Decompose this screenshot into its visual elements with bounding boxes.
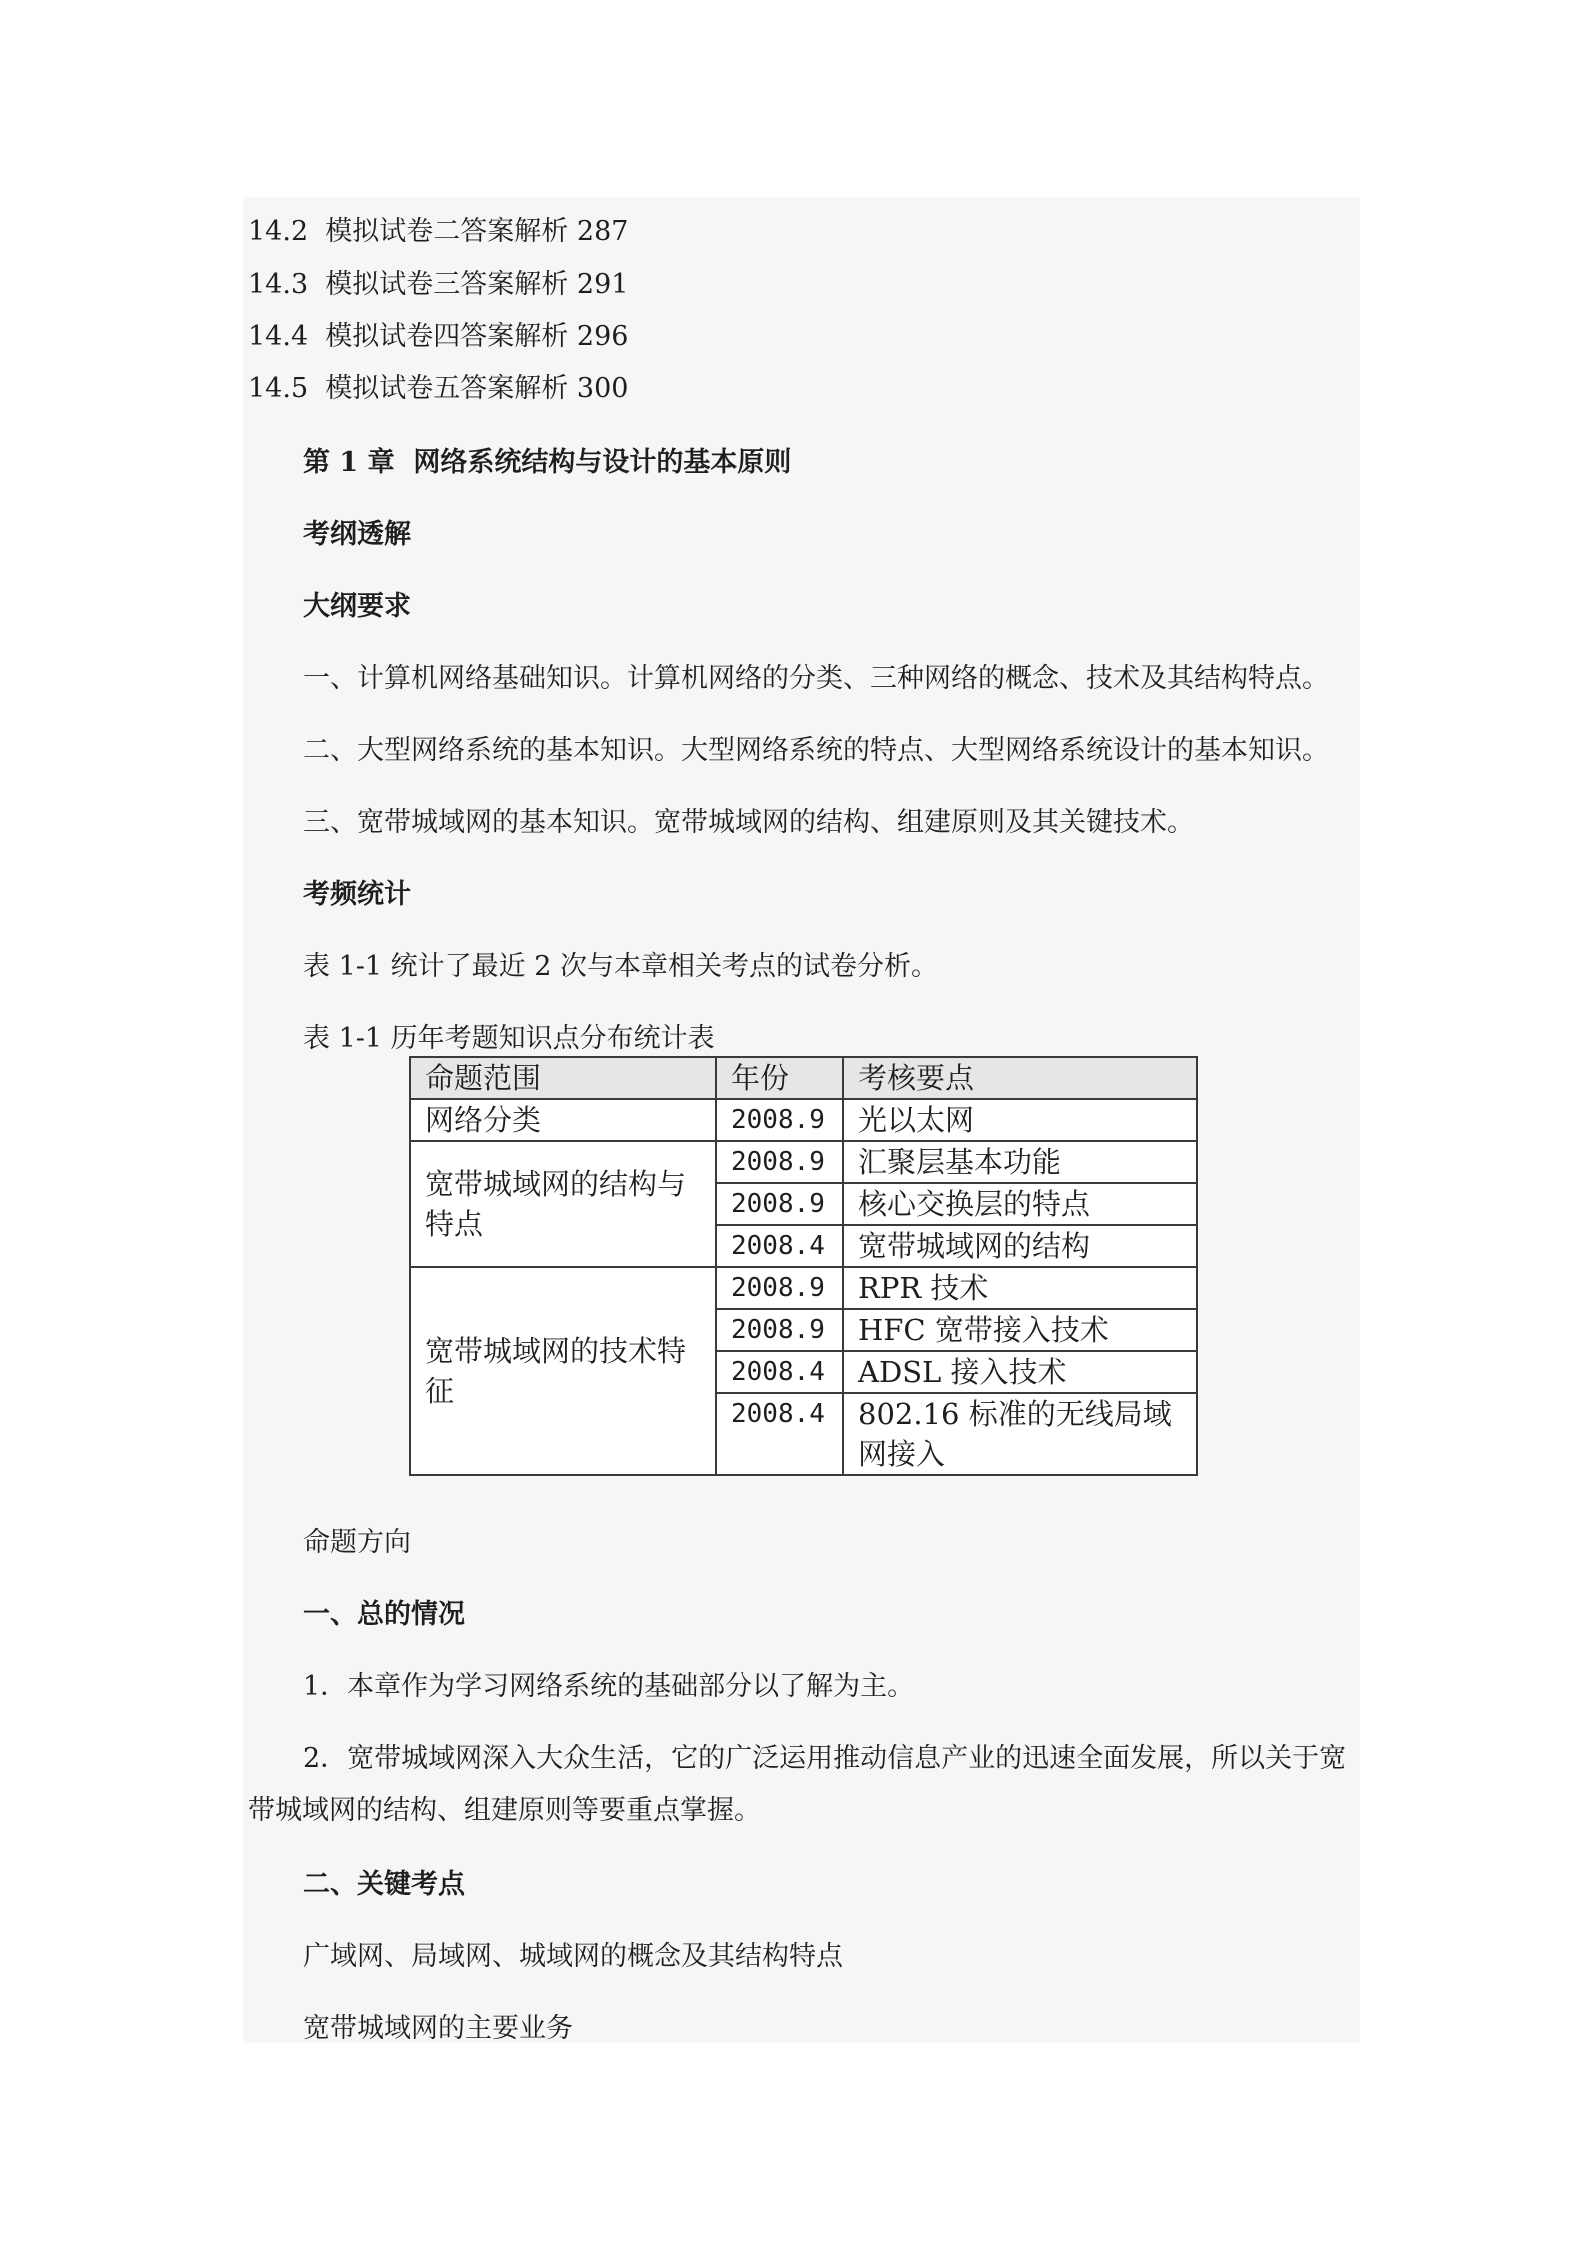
year-cell: 2008.4 bbox=[716, 1225, 843, 1267]
table-row bbox=[410, 1267, 1197, 1309]
chapter-number: 1 bbox=[339, 447, 359, 478]
requirement-item: 三、宽带城域网的基本知识。宽带城域网的结构、组建原则及其关键技术。 bbox=[303, 807, 1194, 838]
range-cell: 网络分类 bbox=[410, 1099, 716, 1141]
toc-line bbox=[248, 319, 628, 355]
toc-line bbox=[248, 267, 628, 303]
requirement-item: 二、大型网络系统的基本知识。大型网络系统的特点、大型网络系统设计的基本知识。 bbox=[303, 735, 1329, 766]
key-point-item: 宽带城域网的主要业务 bbox=[303, 2013, 573, 2044]
heading-overall: 一、总的情况 bbox=[303, 1599, 465, 1630]
toc-line bbox=[248, 214, 628, 250]
header-point: 考核要点 bbox=[843, 1057, 1197, 1099]
heading-requirements: 大纲要求 bbox=[303, 591, 411, 622]
point-cell: RPR 技术 bbox=[843, 1267, 1197, 1309]
key-point-item: 广域网、局域网、城域网的概念及其结构特点 bbox=[303, 1941, 843, 1972]
heading-key-points: 二、关键考点 bbox=[303, 1869, 465, 1900]
toc-page: 291 bbox=[576, 269, 629, 300]
year-cell: 2008.4 bbox=[716, 1393, 843, 1475]
heading-outline: 考纲透解 bbox=[303, 519, 411, 550]
year-cell: 2008.4 bbox=[716, 1351, 843, 1393]
frequency-intro: 表 1-1 统计了最近 2 次与本章相关考点的试卷分析。 bbox=[303, 951, 938, 982]
point-cell: 核心交换层的特点 bbox=[843, 1183, 1197, 1225]
table-row bbox=[410, 1141, 1197, 1183]
year-cell: 2008.9 bbox=[716, 1183, 843, 1225]
stats-table bbox=[409, 1056, 1198, 1476]
header-year: 年份 bbox=[716, 1057, 843, 1099]
heading-direction: 命题方向 bbox=[303, 1527, 411, 1558]
table-header-row bbox=[410, 1057, 1197, 1099]
range-cell: 宽带城域网的结构与特点 bbox=[410, 1141, 716, 1267]
toc-number: 14.3 bbox=[248, 269, 309, 300]
toc-page: 296 bbox=[576, 321, 629, 352]
toc-page: 287 bbox=[576, 216, 629, 247]
point-cell: 光以太网 bbox=[843, 1099, 1197, 1141]
chapter-name: 网络系统结构与设计的基本原则 bbox=[413, 447, 792, 478]
table-row bbox=[410, 1099, 1197, 1141]
chapter-suffix: 章 bbox=[367, 447, 395, 478]
point-cell: ADSL 接入技术 bbox=[843, 1351, 1197, 1393]
toc-title: 模拟试卷四答案解析 bbox=[325, 321, 569, 352]
point-cell: HFC 宽带接入技术 bbox=[843, 1309, 1197, 1351]
header-range: 命题范围 bbox=[410, 1057, 716, 1099]
point-cell: 宽带城域网的结构 bbox=[843, 1225, 1197, 1267]
range-cell: 宽带城域网的技术特征 bbox=[410, 1267, 716, 1475]
table-caption: 表 1-1 历年考题知识点分布统计表 bbox=[303, 1023, 715, 1054]
chapter-prefix: 第 bbox=[303, 447, 330, 478]
toc-title: 模拟试卷五答案解析 bbox=[325, 373, 569, 404]
toc-line bbox=[248, 371, 628, 407]
year-cell: 2008.9 bbox=[716, 1099, 843, 1141]
year-cell: 2008.9 bbox=[716, 1309, 843, 1351]
overall-item: 1．本章作为学习网络系统的基础部分以了解为主。 bbox=[303, 1671, 915, 1702]
year-cell: 2008.9 bbox=[716, 1267, 843, 1309]
overall-item: 2．宽带城域网深入大众生活，它的广泛运用推动信息产业的迅速全面发展，所以关于宽带城域网的结构、组建原则等要重点掌握。 bbox=[248, 1743, 1347, 1826]
year-cell: 2008.9 bbox=[716, 1141, 843, 1183]
chapter-title bbox=[303, 445, 791, 481]
requirement-item: 一、计算机网络基础知识。计算机网络的分类、三种网络的概念、技术及其结构特点。 bbox=[303, 663, 1329, 694]
toc-page: 300 bbox=[576, 373, 629, 404]
toc-number: 14.2 bbox=[248, 216, 309, 247]
toc-number: 14.4 bbox=[248, 321, 309, 352]
heading-frequency: 考频统计 bbox=[303, 879, 411, 910]
point-cell: 802.16 标准的无线局域网接入 bbox=[843, 1393, 1197, 1475]
point-cell: 汇聚层基本功能 bbox=[843, 1141, 1197, 1183]
toc-title: 模拟试卷三答案解析 bbox=[325, 269, 569, 300]
toc-title: 模拟试卷二答案解析 bbox=[325, 216, 569, 247]
toc-number: 14.5 bbox=[248, 373, 309, 404]
